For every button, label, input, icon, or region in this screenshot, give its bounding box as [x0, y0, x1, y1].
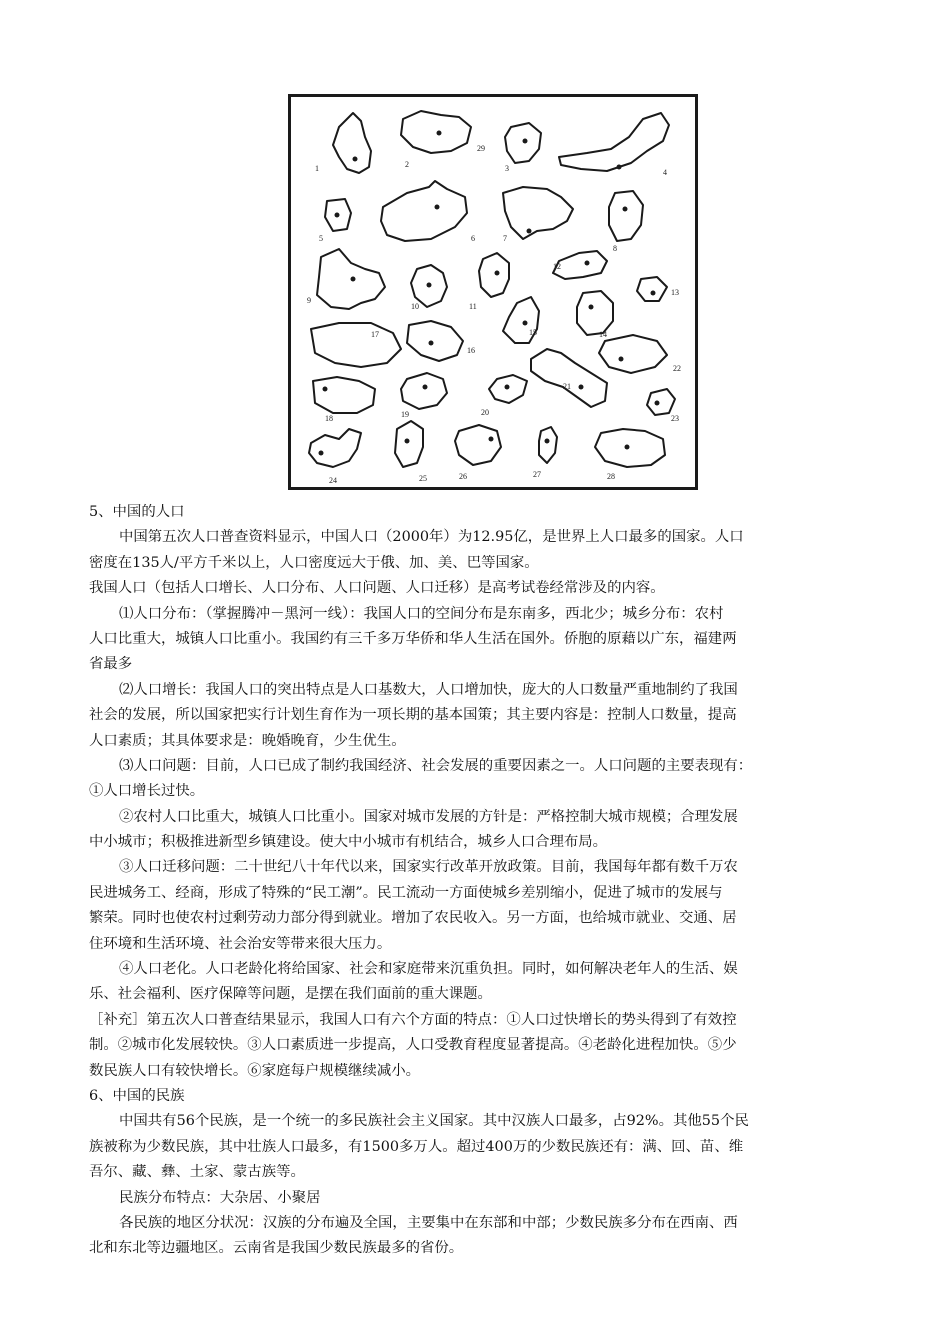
province-number: 3: [505, 164, 509, 173]
province-outline: [401, 373, 447, 409]
province-outline: [333, 113, 371, 173]
section-heading-ethnic-groups: 6、中国的民族: [89, 1087, 185, 1104]
province-number: 11: [469, 302, 477, 311]
document-body: [89, 500, 859, 1262]
paragraph-line: 民进城务工、经商，形成了特殊的“民工潮”。民工流动一方面使城乡差别缩小，促进了城市的发展与: [89, 884, 723, 901]
province-outline: [309, 429, 361, 467]
paragraph-line: 人口比重大，城镇人口比重小。我国约有三千多万华侨和华人生活在国外。侨胞的原藉以广东，福建两: [89, 630, 737, 647]
province-outline: [609, 191, 643, 241]
paragraph-line: ③人口迁移问题：二十世纪八十年代以来，国家实行改革开放政策。目前，我国每年都有数千万农: [119, 859, 738, 876]
paragraph-line: ①人口增长过快。: [89, 783, 205, 800]
paragraph-line: 各民族的地区分状况：汉族的分布遍及全国，主要集中在东部和中部；少数民族多分布在西南、西: [119, 1214, 738, 1231]
province-outline: [577, 291, 613, 335]
paragraph-line: 吾尔、藏、彝、土家、蒙古族等。: [89, 1164, 305, 1181]
paragraph-line: ⑶人口问题：目前，人口已成了制约我国经济、社会发展的重要因素之一。人口问题的主要表现有：: [119, 757, 753, 774]
province-number: 8: [613, 244, 617, 253]
province-number: 10: [411, 302, 419, 311]
province-number: 17: [371, 330, 379, 339]
province-number: 18: [325, 414, 333, 423]
paragraph-line: 中国共有56个民族，是一个统一的多民族社会主义国家。其中汉族人口最多，占92%。其他55个民: [119, 1113, 749, 1130]
paragraph-line: 中国第五次人口普查资料显示，中国人口（2000年）为12.95亿，是世界上人口最多的国家。人口: [119, 529, 744, 546]
province-outline: [455, 425, 501, 465]
supplement-line: ［补充］第五次人口普查结果显示，我国人口有六个方面的特点：①人口过快增长的势头得到了有效控: [89, 1011, 737, 1028]
province-number: 27: [533, 470, 541, 479]
province-outline: [531, 349, 607, 407]
paragraph-line: 密度在135人/平方千米以上，人口密度远大于俄、加、美、巴等国家。: [89, 554, 539, 571]
province-outline: [595, 429, 665, 467]
province-outline: [395, 421, 423, 467]
province-number: 13: [671, 288, 679, 297]
province-number: 14: [599, 330, 607, 339]
province-outline: [505, 123, 541, 163]
province-outline: [381, 181, 467, 241]
paragraph-line: 北和东北等边疆地区。云南省是我国少数民族最多的省份。: [89, 1240, 464, 1257]
province-number: 1: [315, 164, 319, 173]
province-outline: [637, 277, 667, 301]
province-outlines-svg: [291, 97, 695, 487]
province-outline: [647, 389, 675, 415]
province-number: 19: [401, 410, 409, 419]
province-outline-figure: [288, 94, 698, 490]
province-number: 29: [477, 144, 485, 153]
province-number: 2: [405, 160, 409, 169]
province-number: 21: [563, 382, 571, 391]
paragraph-line: 住环境和生活环境、社会治安等带来很大压力。: [89, 935, 392, 952]
section-heading-population: 5、中国的人口: [89, 504, 185, 520]
province-number: 4: [663, 168, 667, 177]
province-outline: [553, 251, 607, 279]
province-number: 5: [319, 234, 323, 243]
paragraph-line: 社会的发展，所以国家把实行计划生育作为一项长期的基本国策；其主要内容是：控制人口数量，提高: [89, 707, 737, 724]
paragraph-line: ②农村人口比重大，城镇人口比重小。国家对城市发展的方针是：严格控制大城市规模；合理发展: [119, 808, 738, 825]
paragraph-line: 我国人口（包括人口增长、人口分布、人口问题、人口迁移）是高考试卷经常涉及的内容。: [89, 580, 665, 597]
paragraph-line: 省最多: [89, 656, 133, 673]
province-number: 6: [471, 234, 475, 243]
province-outline: [311, 323, 401, 367]
province-number: 24: [329, 476, 337, 485]
province-outline: [539, 427, 557, 463]
province-number: 26: [459, 472, 467, 481]
paragraph-line: ④人口老化。人口老龄化将给国家、社会和家庭带来沉重负担。同时，如何解决老年人的生活、娱: [119, 961, 738, 978]
province-number: 12: [553, 262, 561, 271]
province-outline: [503, 187, 573, 239]
paragraph-line: 民族分布特点：大杂居、小聚居: [119, 1189, 321, 1206]
province-number: 9: [307, 296, 311, 305]
province-number: 25: [419, 474, 427, 483]
paragraph-line: 族被称为少数民族，其中壮族人口最多，有1500多万人。超过400万的少数民族还有：满、回、苗、维: [89, 1138, 744, 1155]
paragraph-line: 中小城市；积极推进新型乡镇建设。使大中小城市有机结合，城乡人口合理布局。: [89, 834, 608, 851]
province-outline: [559, 113, 669, 171]
paragraph-line: 乐、社会福利、医疗保障等问题，是摆在我们面前的重大课题。: [89, 986, 492, 1003]
province-outline: [401, 111, 471, 153]
province-outline: [407, 321, 463, 361]
paragraph-line: 人口素质；其具体要求是：晚婚晚育，少生优生。: [89, 732, 406, 749]
province-number: 23: [671, 414, 679, 423]
province-number: 28: [607, 472, 615, 481]
province-number: 15: [529, 328, 537, 337]
paragraph-line: 繁荣。同时也使农村过剩劳动力部分得到就业。增加了农民收入。另一方面，也给城市就业、交通、居: [89, 910, 737, 927]
paragraph-line: 数民族人口有较快增长。⑥家庭每户规模继续减小。: [89, 1062, 420, 1079]
province-outline: [313, 377, 375, 413]
paragraph-line: ⑵人口增长：我国人口的突出特点是人口基数大，人口增加快，庞大的人口数量严重地制约了我国: [119, 681, 738, 698]
paragraph-line: 制。②城市化发展较快。③人口素质进一步提高，人口受教育程度显著提高。④老龄化进程加快。⑤少: [89, 1037, 737, 1054]
province-outline: [479, 253, 509, 297]
province-number: 16: [467, 346, 475, 355]
province-number: 20: [481, 408, 489, 417]
province-outline: [599, 335, 667, 373]
paragraph-line: ⑴人口分布：（掌握腾冲－黑河一线）：我国人口的空间分布是东南多，西北少；城乡分布：农村: [119, 605, 724, 622]
province-number: 22: [673, 364, 681, 373]
province-number: 7: [503, 234, 507, 243]
